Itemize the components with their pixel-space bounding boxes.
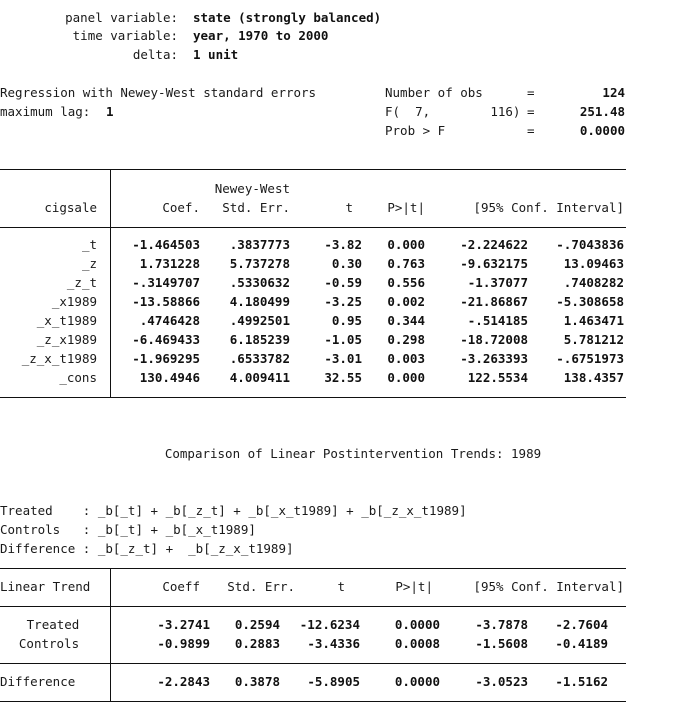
stat-value-nobs: 124 (602, 85, 625, 100)
row-coef: 1.731228 (139, 256, 200, 271)
row-se: 4.180499 (229, 294, 290, 309)
trend-row-t: -12.6234 (299, 617, 360, 632)
max-lag-label: maximum lag: (0, 104, 91, 119)
row-se: .3837773 (229, 237, 290, 252)
trend-row-t: -3.4336 (307, 636, 360, 651)
row-t: 32.55 (324, 370, 362, 385)
row-se: .5330632 (229, 275, 290, 290)
row-p: 0.003 (387, 351, 425, 366)
row-var: _cons (59, 370, 97, 385)
comparison-title: Comparison of Linear Postintervention Trends: 1989 (164, 446, 542, 461)
trend-header-label: Linear Trend (0, 579, 91, 594)
stat-value-probf: 0.0000 (579, 123, 625, 138)
row-var: _z_t (66, 275, 97, 290)
delta-value: 1 unit (193, 47, 239, 62)
row-ci-low: -21.86867 (460, 294, 528, 309)
row-ci-low: -9.632175 (460, 256, 528, 271)
row-ci-high: 5.781212 (563, 332, 624, 347)
trend-table-divider-rule (0, 663, 626, 664)
row-var: _x1989 (51, 294, 97, 309)
trend-table-header-rule (0, 606, 626, 607)
row-coef: -.3149707 (132, 275, 200, 290)
trend-table-top-rule (0, 568, 626, 569)
row-se: .6533782 (229, 351, 290, 366)
trend-row-se: 0.2594 (234, 617, 280, 632)
row-coef: 130.4946 (139, 370, 200, 385)
table-top-rule (0, 169, 626, 170)
trend-row-ci-low: -1.5608 (475, 636, 528, 651)
trend-row-ci-high: -0.4189 (555, 636, 608, 651)
definition-controls: Controls : _b[_t] + _b[_x_t1989] (0, 522, 256, 537)
trend-row-coef: -2.2843 (157, 674, 210, 689)
row-se: 4.009411 (229, 370, 290, 385)
trend-row-p: 0.0008 (394, 636, 440, 651)
trend-table-bottom-rule (0, 701, 626, 702)
row-coef: -13.58866 (132, 294, 200, 309)
row-var: _x_t1989 (36, 313, 97, 328)
row-var: _z (81, 256, 97, 271)
trend-row-coef: -0.9899 (157, 636, 210, 651)
row-ci-low: 122.5534 (467, 370, 528, 385)
trend-row-se: 0.3878 (234, 674, 280, 689)
row-se: 6.185239 (229, 332, 290, 347)
time-variable-value: year, 1970 to 2000 (193, 28, 329, 43)
row-t: -3.82 (324, 237, 362, 252)
row-var: _z_x_t1989 (21, 351, 97, 366)
trend-header-p: P>|t| (395, 579, 433, 594)
trend-row-ci-low: -3.7878 (475, 617, 528, 632)
row-t: -0.59 (324, 275, 362, 290)
trend-row-label: Controls (18, 636, 80, 651)
trend-row-coef: -3.2741 (157, 617, 210, 632)
trend-row-t: -5.8905 (307, 674, 360, 689)
header-se-top: Newey-West (214, 181, 290, 196)
header-ci: [95% Conf. Interval] (473, 200, 624, 215)
row-ci-low: -.514185 (467, 313, 528, 328)
trend-row-label: Treated (26, 617, 80, 632)
header-se: Std. Err. (222, 200, 290, 215)
header-p: P>|t| (387, 200, 425, 215)
row-t: -3.01 (324, 351, 362, 366)
panel-variable-label: panel variable: (65, 10, 178, 25)
row-ci-high: -.6751973 (556, 351, 624, 366)
row-ci-low: -3.263393 (460, 351, 528, 366)
trend-row-p: 0.0000 (394, 617, 440, 632)
trend-header-ci: [95% Conf. Interval] (473, 579, 624, 594)
trend-header-se: Std. Err. (227, 579, 295, 594)
row-ci-low: -2.224622 (460, 237, 528, 252)
row-t: -1.05 (324, 332, 362, 347)
row-ci-high: -.7043836 (556, 237, 624, 252)
row-p: 0.763 (387, 256, 425, 271)
trend-header-coef: Coeff (162, 579, 200, 594)
header-depvar: cigsale (44, 200, 97, 215)
definition-difference: Difference : _b[_z_t] + _b[_z_x_t1989] (0, 541, 294, 556)
regression-title: Regression with Newey-West standard errors (0, 85, 317, 100)
stat-label-probf: Prob > F (385, 123, 446, 138)
row-coef: -1.969295 (132, 351, 200, 366)
row-p: 0.556 (387, 275, 425, 290)
panel-variable-value: state (strongly balanced) (193, 10, 382, 25)
stat-value-f: 251.48 (579, 104, 625, 119)
header-t: t (345, 200, 353, 215)
row-t: 0.30 (331, 256, 362, 271)
row-ci-high: 1.463471 (563, 313, 624, 328)
definition-treated: Treated : _b[_t] + _b[_z_t] + _b[_x_t1989] + _b[_z_x_t1989] (0, 503, 467, 518)
trend-row-label: Difference (0, 674, 76, 689)
row-coef: .4746428 (139, 313, 200, 328)
table-bottom-rule (0, 397, 626, 398)
row-ci-high: 13.09463 (563, 256, 624, 271)
trend-row-se: 0.2883 (234, 636, 280, 651)
row-p: 0.344 (387, 313, 425, 328)
row-p: 0.000 (387, 370, 425, 385)
trend-row-ci-high: -2.7604 (555, 617, 608, 632)
stat-eq-nobs: = (527, 85, 535, 100)
row-ci-low: -1.37077 (467, 275, 528, 290)
row-se: .4992501 (229, 313, 290, 328)
row-p: 0.000 (387, 237, 425, 252)
row-ci-high: .7408282 (563, 275, 624, 290)
stat-eq-f: = (527, 104, 535, 119)
table-header-rule (0, 227, 626, 228)
header-coef: Coef. (162, 200, 200, 215)
trend-row-ci-high: -1.5162 (555, 674, 608, 689)
trend-table-vertical-rule (110, 568, 111, 701)
row-var: _z_x1989 (36, 332, 97, 347)
stat-label-nobs: Number of obs (385, 85, 483, 100)
row-var: _t (81, 237, 97, 252)
row-ci-high: 138.4357 (563, 370, 624, 385)
trend-row-p: 0.0000 (394, 674, 440, 689)
time-variable-label: time variable: (72, 28, 178, 43)
trend-header-t: t (337, 579, 345, 594)
max-lag-value: 1 (106, 104, 114, 119)
row-p: 0.298 (387, 332, 425, 347)
delta-label: delta: (132, 47, 178, 62)
row-ci-high: -5.308658 (556, 294, 624, 309)
row-t: -3.25 (324, 294, 362, 309)
row-p: 0.002 (387, 294, 425, 309)
row-coef: -6.469433 (132, 332, 200, 347)
stat-label-f: F( 7, 116) (385, 104, 521, 119)
row-se: 5.737278 (229, 256, 290, 271)
row-ci-low: -18.72008 (460, 332, 528, 347)
stat-eq-probf: = (527, 123, 535, 138)
trend-row-ci-low: -3.0523 (475, 674, 528, 689)
row-coef: -1.464503 (132, 237, 200, 252)
row-t: 0.95 (331, 313, 362, 328)
